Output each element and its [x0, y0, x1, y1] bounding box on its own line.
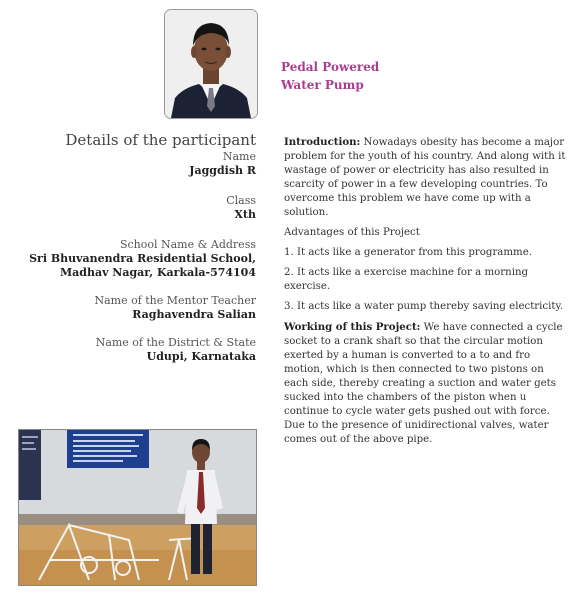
working-label: Working of this Project: [284, 321, 421, 333]
working-paragraph [284, 320, 566, 447]
advantage-item: 3. It acts like a water pump thereby saving electricity. [284, 301, 564, 312]
participant-details [20, 131, 256, 364]
introduction-paragraph [284, 135, 566, 220]
district-value: Udupi, Karnataka [146, 350, 256, 363]
project-description [284, 135, 566, 453]
class-label: Class [226, 194, 256, 207]
details-heading: Details of the participant [65, 131, 256, 149]
introduction-label: Introduction: [284, 136, 361, 148]
working-text: We have connected a cycle socket to a crank shaft so that the circular motion exerted by a human is converted to a to and fro motion, which is then connected to two pistons on each side, thereby creating a suction and water gets sucked into the chambers of the piston when u continue to cycle water gets pushed out with force. Due to the presence of unidirectional valves, water comes out of the above pipe. [284, 322, 563, 445]
name-label: Name [222, 150, 256, 163]
project-title [281, 58, 481, 94]
school-value-line1: Sri Bhuvanendra Residential School, [29, 252, 256, 265]
exhibition-scene-illustration [19, 430, 256, 585]
advantage-item: 1. It acts like a generator from this programme. [284, 247, 532, 258]
project-title-line2: Water Pump [281, 78, 364, 92]
mentor-label: Name of the Mentor Teacher [94, 294, 256, 307]
participant-portrait-illustration [165, 10, 257, 118]
participant-photo [164, 9, 258, 119]
project-title-line1: Pedal Powered [281, 60, 380, 74]
class-value: Xth [234, 208, 256, 221]
exhibition-photo [18, 429, 257, 586]
advantages-heading: Advantages of this Project [284, 227, 420, 238]
school-value-line2: Madhav Nagar, Karkala-574104 [59, 266, 256, 279]
advantage-item: 2. It acts like a exercise machine for a morning exercise. [284, 267, 529, 292]
introduction-text: Nowadays obesity has become a major problem for the youth of his country. And along with it wastage of power or electricity has also resulted in scarcity of power in a few developing countries. To overcome this problem we have come up with a solution. [284, 137, 566, 218]
name-value: Jaggdish R [189, 164, 256, 177]
mentor-value: Raghavendra Salian [132, 308, 256, 321]
school-label: School Name & Address [119, 238, 256, 251]
district-label: Name of the District & State [95, 336, 256, 349]
